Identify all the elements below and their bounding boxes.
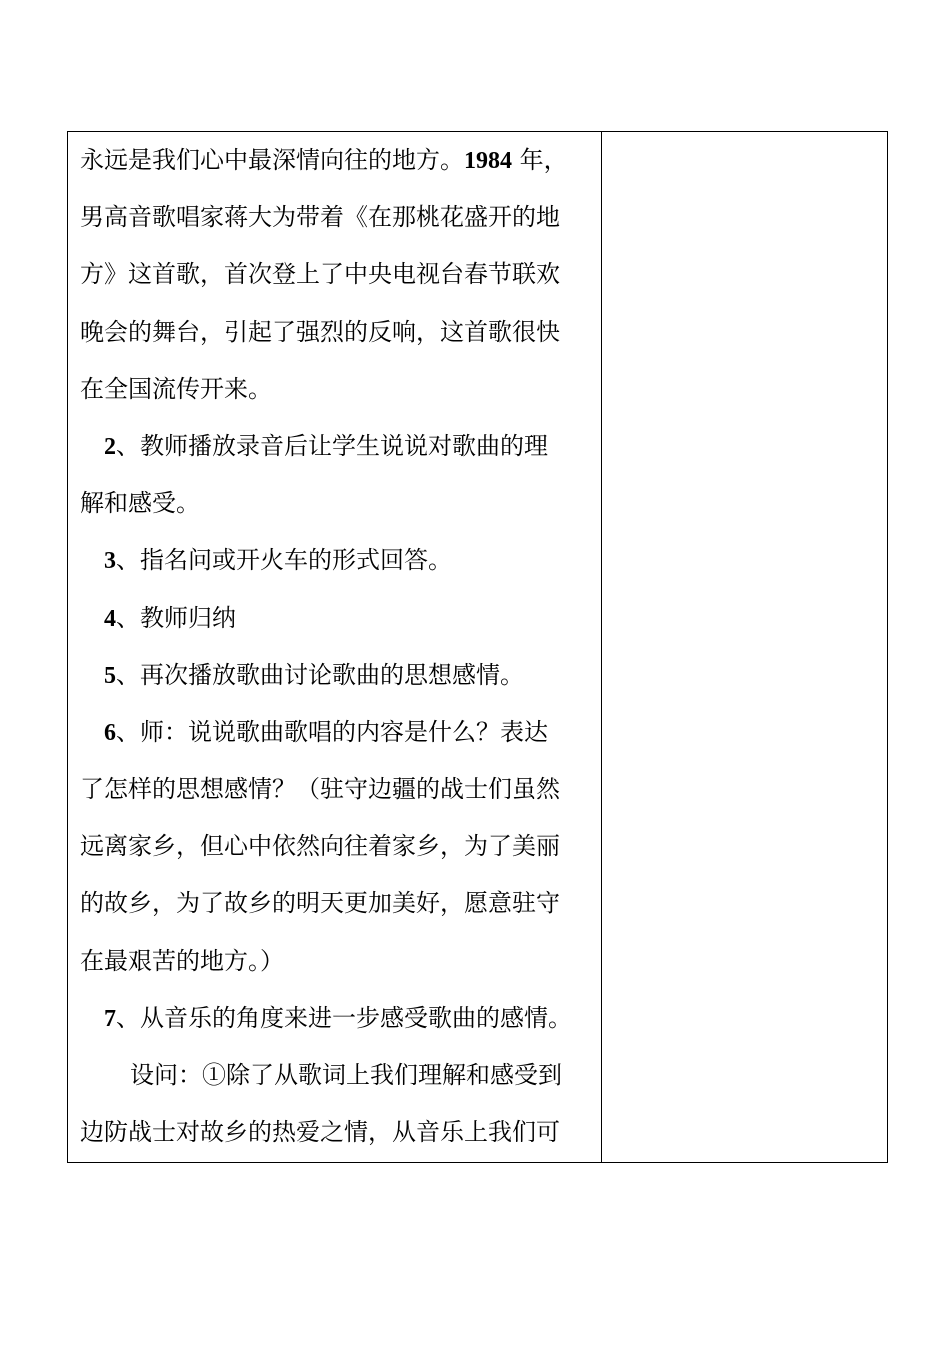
line-text: 年，	[512, 146, 568, 174]
paragraph-line: 了怎样的思想感情？（驻守边疆的战士们虽然	[80, 775, 560, 804]
step-number: 5	[104, 662, 116, 689]
paragraph-line: 的故乡，为了故乡的明天更加美好，愿意驻守	[80, 889, 560, 918]
paragraph-line: 方》这首歌，首次登上了中央电视台春节联欢	[80, 260, 560, 289]
lesson-plan-table	[67, 131, 888, 1163]
step-text: 、教师归纳	[116, 603, 236, 632]
step-number: 4	[104, 605, 116, 632]
step-item-5	[80, 647, 593, 704]
step-text: 、教师播放录音后让学生说说对歌曲的理	[116, 431, 548, 460]
paragraph-line: 远离家乡，但心中依然向往着家乡，为了美丽	[80, 832, 560, 861]
step-text: 、师：说说歌曲歌唱的内容是什么？表达	[116, 717, 548, 746]
step-item-6	[80, 704, 593, 761]
paragraph-line: 在最艰苦的地方。）	[80, 946, 284, 975]
question-line: 设问：①除了从歌词上我们理解和感受到	[130, 1061, 562, 1089]
paragraph-line	[80, 132, 593, 189]
notes-cell	[602, 132, 887, 1162]
step-text: 、从音乐的角度来进一步感受歌曲的感情。	[116, 1003, 572, 1032]
step-item-3	[80, 532, 593, 589]
paragraph-line: 男高音歌唱家蒋大为带着《在那桃花盛开的地	[80, 203, 560, 232]
year-number: 1984	[464, 148, 512, 174]
step-item-4	[80, 590, 593, 647]
line-text: 永远是我们心中最深情向往的地方。	[80, 146, 464, 174]
paragraph-line: 边防战士对故乡的热爱之情，从音乐上我们可	[80, 1118, 560, 1147]
paragraph-line: 晚会的舞台，引起了强烈的反响，这首歌很快	[80, 317, 560, 346]
step-item-2	[80, 418, 593, 475]
step-number: 2	[104, 433, 116, 460]
step-item-7	[80, 990, 593, 1047]
step-number: 6	[104, 719, 116, 746]
paragraph-line: 解和感受。	[80, 489, 200, 518]
step-number: 7	[104, 1005, 116, 1032]
step-number: 3	[104, 548, 116, 575]
step-text: 、再次播放歌曲讨论歌曲的思想感情。	[116, 660, 524, 689]
paragraph-line: 在全国流传开来。	[80, 374, 272, 403]
step-text: 、指名问或开火车的形式回答。	[116, 546, 452, 575]
lesson-content-cell	[68, 132, 602, 1162]
